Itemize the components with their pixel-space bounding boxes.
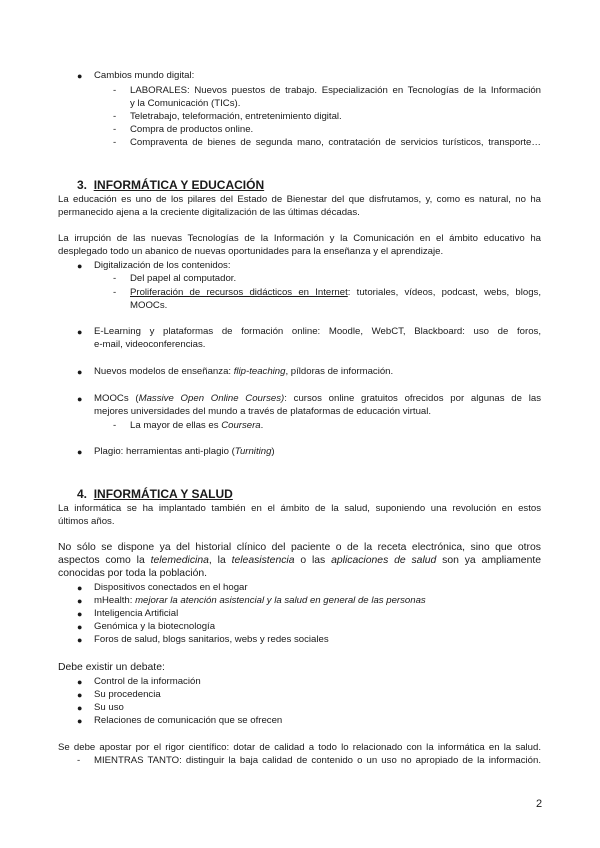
p2-d: son ya ampliamente bbox=[436, 555, 542, 566]
p2-em2: teleasistencia bbox=[231, 555, 295, 566]
digital-sub-4: Compraventa de bienes de segunda mano, contratación de servicios turísticos, transporte… bbox=[130, 137, 541, 148]
bullet-icon: ● bbox=[77, 622, 83, 632]
s3-bullet-plagiarism bbox=[94, 446, 275, 458]
section-4-title: INFORMÁTICA Y SALUD bbox=[93, 487, 233, 501]
digital-sub-1-line-2: y la Comunicación (TICs). bbox=[130, 98, 241, 109]
s4-bullet-devices: Dispositivos conectados en el hogar bbox=[94, 582, 248, 593]
s3-sub-coursera bbox=[130, 420, 263, 432]
mhealth-em: mejorar la atención asistencial y la salud en general de las personas bbox=[135, 595, 426, 606]
digital-sub-2: Teletrabajo, teleformación, entretenimiento digital. bbox=[130, 111, 342, 122]
bullet-icon: ● bbox=[77, 367, 83, 377]
bullet-icon: ● bbox=[77, 703, 83, 713]
coursera-em: Coursera bbox=[221, 420, 261, 431]
s4-debate-item: Control de la información bbox=[94, 676, 201, 687]
bullet-icon: ● bbox=[77, 327, 83, 337]
s4-rigor: Se debe apostar por el rigor científico: dotar de calidad a todo lo relacionado con la informática en la salud. bbox=[58, 742, 541, 753]
plagio-em: Turniting bbox=[234, 446, 272, 457]
s4-debate-item: Su uso bbox=[94, 702, 124, 713]
s4-para2-line-3: conocidas por toda la población. bbox=[58, 568, 208, 579]
s4-meanwhile: MIENTRAS TANTO: distinguir la baja calidad de contenido o un uso no apropiado de la información. bbox=[94, 755, 541, 766]
s4-para1-line-2: últimos años. bbox=[58, 516, 115, 527]
s4-bullet-mhealth bbox=[94, 595, 426, 607]
s3-bullet-digitalization: Digitalización de los contenidos: bbox=[94, 260, 231, 271]
page-number: 2 bbox=[536, 798, 543, 810]
bullet-icon: ● bbox=[77, 394, 83, 404]
s4-bullet-forums: Foros de salud, blogs sanitarios, webs y redes sociales bbox=[94, 634, 329, 645]
dash-icon: - bbox=[113, 273, 117, 284]
bullet-icon: ● bbox=[77, 609, 83, 619]
bullet-icon: ● bbox=[77, 583, 83, 593]
s3-bullet-elearning-line-2: e-mail, videoconferencias. bbox=[94, 339, 206, 350]
mhealth-pre: mHealth: bbox=[94, 595, 136, 606]
plagio-post: ) bbox=[271, 446, 275, 457]
s3-bullet-moocs-line-1 bbox=[94, 393, 541, 405]
p2-a: aspectos como la bbox=[58, 555, 151, 566]
models-em: flip-teaching bbox=[233, 366, 286, 377]
resources-rest: : tutoriales, vídeos, podcast, webs, blogs, bbox=[347, 287, 541, 298]
bullet-icon: ● bbox=[77, 261, 83, 271]
resources-link[interactable]: Proliferación de recursos didácticos en Internet bbox=[130, 287, 348, 298]
section-4-number: 4. bbox=[77, 487, 88, 501]
p2-em3: aplicaciones de salud bbox=[331, 555, 437, 566]
s3-sub-paper: Del papel al computador. bbox=[130, 273, 237, 284]
s3-para1-line-1: La educación es uno de los pilares del Estado de Bienestar del que disfrutamos, y, como es natural, no ha bbox=[58, 194, 541, 205]
coursera-pre: La mayor de ellas es bbox=[130, 420, 222, 431]
s4-debate-item: Relaciones de comunicación que se ofrecen bbox=[94, 715, 283, 726]
s4-bullet-ai: Inteligencia Artificial bbox=[94, 608, 179, 619]
bullet-icon: ● bbox=[77, 677, 83, 687]
bullet-icon: ● bbox=[77, 635, 83, 645]
s4-para2-line-1: No sólo se dispone ya del historial clínico del paciente o de la receta electrónica, sino que otros bbox=[58, 542, 541, 553]
dash-icon: - bbox=[113, 124, 117, 135]
s3-para2-line-1: La irrupción de las nuevas Tecnologías de la Información y la Comunicación en el ámbito educativo ha bbox=[58, 233, 541, 244]
dash-icon: - bbox=[113, 420, 117, 431]
coursera-post: . bbox=[260, 420, 264, 431]
s4-debate-item: Su procedencia bbox=[94, 689, 161, 700]
p2-c: o las bbox=[294, 555, 332, 566]
s3-para1-line-2: permanecido ajena a la creciente digitalización de las últimas décadas. bbox=[58, 207, 360, 218]
s3-bullet-moocs-line-2: mejores universidades del mundo a través de plataformas de educación virtual. bbox=[94, 406, 432, 417]
bullet-icon: ● bbox=[77, 447, 83, 457]
bullet-icon: ● bbox=[77, 596, 83, 606]
dash-icon: - bbox=[113, 137, 117, 148]
s4-para1-line-1: La informática se ha implantado también en el ámbito de la salud, suponiendo una revolución en estos bbox=[58, 503, 541, 514]
models-post: , píldoras de información. bbox=[285, 366, 394, 377]
section-3-heading bbox=[77, 178, 264, 192]
s4-para2-line-2 bbox=[58, 555, 541, 567]
p2-em1: telemedicina bbox=[150, 555, 209, 566]
s3-para2-line-2: desplegado todo un abanico de nuevas oportunidades para la enseñanza y el aprendizaje. bbox=[58, 246, 444, 257]
bullet-icon: ● bbox=[77, 716, 83, 726]
section-3-number: 3. bbox=[77, 178, 88, 192]
models-pre: Nuevos modelos de enseñanza: bbox=[94, 366, 234, 377]
moocs-em: Massive Open Online Courses) bbox=[138, 393, 285, 404]
section-3-title: INFORMÁTICA Y EDUCACIÓN bbox=[93, 178, 265, 192]
dash-icon: - bbox=[113, 111, 117, 122]
s4-bullet-genomics: Genómica y la biotecnología bbox=[94, 621, 216, 632]
digital-changes-label: Cambios mundo digital: bbox=[94, 70, 195, 81]
s3-sub-resources bbox=[130, 287, 541, 299]
bullet-icon: ● bbox=[77, 71, 83, 81]
bullet-icon: ● bbox=[77, 690, 83, 700]
moocs-pre: MOOCs ( bbox=[94, 393, 139, 404]
s3-sub-resources-cont: MOOCs. bbox=[130, 300, 168, 311]
s4-debate-intro: Debe existir un debate: bbox=[58, 662, 165, 673]
p2-b: , la bbox=[208, 555, 232, 566]
dash-icon: - bbox=[113, 287, 117, 298]
s3-bullet-models bbox=[94, 366, 393, 378]
plagio-pre: Plagio: herramientas anti-plagio ( bbox=[94, 446, 235, 457]
digital-sub-3: Compra de productos online. bbox=[130, 124, 254, 135]
s3-bullet-elearning-line-1: E-Learning y plataformas de formación online: Moodle, WebCT, Blackboard: uso de foros, bbox=[94, 326, 541, 337]
digital-sub-1-line-1: LABORALES: Nuevos puestos de trabajo. Especialización en Tecnologías de la Información bbox=[130, 85, 541, 96]
moocs-post: : cursos online gratuitos ofrecidos por algunas de las bbox=[284, 393, 541, 404]
section-4-heading bbox=[77, 487, 233, 501]
dash-icon: - bbox=[77, 755, 81, 766]
dash-icon: - bbox=[113, 85, 117, 96]
